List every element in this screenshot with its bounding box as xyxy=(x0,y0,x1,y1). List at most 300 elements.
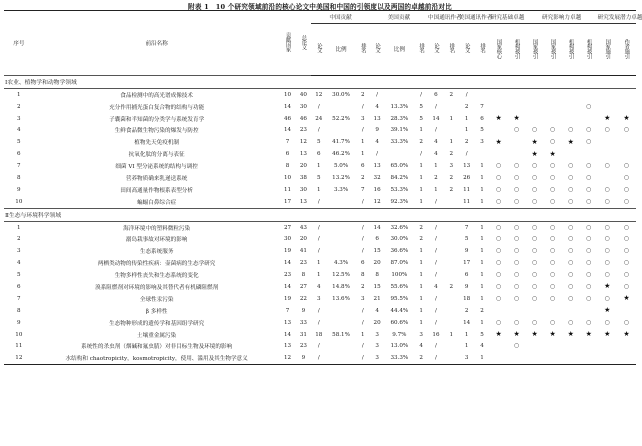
row-usa-rank: 2 xyxy=(419,224,423,231)
row-china-ratio: 46.2% xyxy=(332,151,350,158)
empty-mark xyxy=(532,91,538,97)
row-total-papers: 9 xyxy=(296,352,312,364)
mark-influence-country-cited xyxy=(544,293,562,305)
row-seq: 1 xyxy=(17,91,21,98)
row-china-lead-papers: / xyxy=(435,248,437,255)
row-name: 充分作用捕光蛋白复合物的结构与功能 xyxy=(109,104,205,111)
mark-base-country xyxy=(489,124,507,136)
row-china-papers: 4 xyxy=(317,283,321,290)
row-usa-papers: 32 xyxy=(373,174,381,181)
table-row xyxy=(4,352,636,364)
mark-potential-author xyxy=(617,221,636,233)
row-china-ratio xyxy=(326,340,356,352)
mark-base-country xyxy=(489,257,507,269)
mark-influence-country-cited xyxy=(544,196,562,208)
row-china-papers: / xyxy=(317,343,320,350)
mark-influence-country xyxy=(526,257,544,269)
row-china-lead-papers: / xyxy=(435,272,437,279)
row-usa-papers: 4 xyxy=(375,103,379,110)
mark-influence-inst-1 xyxy=(562,257,580,269)
mark-base-country xyxy=(489,101,507,113)
row-name: 生态系统服务 xyxy=(139,249,174,256)
mark-influence-inst-1 xyxy=(562,305,580,317)
circle-icon: ○ xyxy=(513,294,520,302)
row-china-rank: / xyxy=(361,224,364,231)
row-china-lead-rank xyxy=(444,317,459,329)
table-row xyxy=(4,136,636,148)
empty-mark xyxy=(604,103,610,109)
row-seq: 10 xyxy=(15,331,23,338)
empty-mark xyxy=(495,103,501,109)
mark-influence-inst-1 xyxy=(562,101,580,113)
row-usa-ratio xyxy=(385,88,415,100)
mark-potential-author xyxy=(617,352,636,364)
row-seq: 8 xyxy=(17,174,21,181)
row-name: 系统性的杀虫剂（烟碱和氟虫腈）对非目标生物及环境的影响 xyxy=(81,344,233,351)
circle-icon: ○ xyxy=(604,185,610,193)
row-usa-rank: / xyxy=(420,151,423,158)
row-usa-lead-papers: / xyxy=(465,91,468,98)
header-us-ratio: 比例 xyxy=(385,23,415,75)
row-total-papers: 20 xyxy=(299,236,307,243)
empty-mark xyxy=(623,138,629,144)
empty-mark xyxy=(550,307,556,313)
mark-base-institution xyxy=(508,317,526,329)
mark-influence-country xyxy=(526,233,544,245)
mark-influence-inst-1 xyxy=(562,245,580,257)
circle-icon: ○ xyxy=(495,223,502,231)
row-usa-rank: 1 xyxy=(419,260,423,267)
row-china-papers: 24 xyxy=(315,115,323,122)
row-seq: 7 xyxy=(17,295,21,302)
row-name: 子囊菌和半知菌的分类学与系统发育学 xyxy=(109,116,205,123)
circle-icon: ○ xyxy=(623,162,629,170)
row-china-lead-papers: / xyxy=(435,307,437,314)
row-seq: 11 xyxy=(15,343,23,350)
row-seq: 5 xyxy=(17,139,21,146)
row-usa-lead-rank: 1 xyxy=(480,224,484,231)
row-seq: 2 xyxy=(17,103,21,110)
row-china-lead-rank: 1 xyxy=(449,331,454,338)
empty-mark xyxy=(550,115,556,121)
mark-influence-inst-2 xyxy=(580,184,598,196)
row-china-lead-rank xyxy=(444,124,459,136)
row-china-lead-papers: 6 xyxy=(434,91,438,98)
header-pot-author: 作者施引 xyxy=(617,23,636,75)
row-total-papers: 13 xyxy=(299,198,307,205)
mark-potential-country xyxy=(598,184,617,196)
circle-icon: ○ xyxy=(495,197,502,205)
mark-influence-country-cited xyxy=(544,221,562,233)
empty-mark xyxy=(495,354,501,360)
empty-mark xyxy=(495,126,501,132)
mark-influence-country xyxy=(526,317,544,329)
circle-icon: ○ xyxy=(604,271,610,279)
row-total-papers: 23 xyxy=(299,260,307,267)
mark-potential-country xyxy=(598,257,617,269)
row-usa-ratio: 9.7% xyxy=(392,331,407,338)
comparison-table xyxy=(4,10,642,365)
row-usa-lead-papers: 26 xyxy=(463,174,471,181)
mark-influence-country-cited xyxy=(544,269,562,281)
row-total-papers: 23 xyxy=(299,127,307,134)
row-usa-ratio: 13.3% xyxy=(390,103,409,110)
row-china-lead-rank: 1 xyxy=(449,139,454,146)
mark-influence-country-cited xyxy=(544,88,562,100)
mark-base-institution xyxy=(508,184,526,196)
row-total-countries: 14 xyxy=(283,103,292,110)
circle-icon: ○ xyxy=(549,162,556,170)
mark-base-institution xyxy=(508,113,526,125)
circle-icon: ○ xyxy=(623,318,629,326)
row-usa-lead-rank: 5 xyxy=(480,331,484,338)
row-china-ratio xyxy=(326,352,356,364)
row-china-rank: / xyxy=(361,127,364,134)
mark-base-institution xyxy=(508,101,526,113)
circle-icon: ○ xyxy=(495,282,502,290)
empty-mark xyxy=(604,342,610,348)
mark-potential-author xyxy=(617,257,636,269)
row-china-lead-rank: 2 xyxy=(449,174,454,181)
mark-base-institution xyxy=(508,124,526,136)
circle-icon: ○ xyxy=(567,173,574,181)
row-usa-rank: 1 xyxy=(419,127,423,134)
row-china-lead-papers: 16 xyxy=(432,331,440,338)
empty-mark xyxy=(604,138,610,144)
row-usa-ratio: 95.5% xyxy=(390,295,409,302)
header-us-paper: 论文 xyxy=(370,23,385,75)
row-china-rank: / xyxy=(361,248,364,255)
mark-influence-inst-2 xyxy=(580,136,598,148)
mark-potential-author xyxy=(617,124,636,136)
row-total-countries: 10 xyxy=(283,174,292,181)
empty-mark xyxy=(568,342,574,348)
row-china-ratio: 13.6% xyxy=(332,295,350,302)
star-icon: ★ xyxy=(495,114,502,122)
mark-influence-inst-2 xyxy=(580,172,598,184)
row-total-papers: 40 xyxy=(299,91,307,98)
mark-influence-inst-2 xyxy=(580,148,598,160)
circle-icon: ○ xyxy=(549,173,556,181)
row-china-ratio xyxy=(326,124,356,136)
row-usa-lead-rank: 1 xyxy=(480,295,484,302)
circle-icon: ○ xyxy=(585,173,592,181)
mark-potential-country xyxy=(598,124,617,136)
circle-icon: ○ xyxy=(513,247,520,255)
row-china-rank: / xyxy=(361,236,364,243)
circle-icon: ○ xyxy=(513,235,520,243)
row-china-lead-rank: 1 xyxy=(449,115,454,122)
table-row xyxy=(4,317,636,329)
row-usa-rank: / xyxy=(420,91,423,98)
row-china-lead-papers: / xyxy=(428,352,444,364)
row-usa-papers: 15 xyxy=(373,283,381,290)
mark-potential-country xyxy=(598,293,617,305)
circle-icon: ○ xyxy=(567,162,574,170)
circle-icon: ○ xyxy=(495,294,502,302)
mark-influence-inst-1 xyxy=(562,269,580,281)
row-usa-papers: / xyxy=(376,151,379,158)
header-ul-rank: 排名 xyxy=(475,23,490,75)
mark-influence-country-cited xyxy=(544,101,562,113)
mark-base-institution xyxy=(508,293,526,305)
row-usa-ratio: 84.2% xyxy=(390,174,409,181)
mark-influence-inst-1 xyxy=(562,329,580,341)
row-china-rank: 2 xyxy=(361,174,365,181)
header-inf-us: 国家被引 xyxy=(544,23,562,75)
circle-icon: ○ xyxy=(513,271,520,279)
circle-icon: ○ xyxy=(604,294,610,302)
circle-icon: ○ xyxy=(549,282,556,290)
row-name: 食品检测中的高光谱成像技术 xyxy=(120,92,193,99)
row-china-lead-papers: 1 xyxy=(434,163,438,170)
circle-icon: ○ xyxy=(531,247,538,255)
table-header xyxy=(4,11,642,76)
empty-mark xyxy=(586,354,592,360)
mark-influence-inst-1 xyxy=(562,124,580,136)
mark-influence-inst-2 xyxy=(580,352,598,364)
row-china-lead-rank xyxy=(444,352,459,364)
row-usa-ratio: 36.6% xyxy=(390,248,409,255)
table-row xyxy=(4,257,636,269)
row-usa-ratio: 30.0% xyxy=(390,236,409,243)
circle-icon: ○ xyxy=(549,271,556,279)
row-name: 生态物种形成的遗传学和基因组学研究 xyxy=(109,320,205,327)
mark-potential-author xyxy=(617,136,636,148)
table-row xyxy=(4,305,636,317)
row-china-lead-rank xyxy=(444,221,459,233)
row-name: 两栖类动物的传染性疾病：壶菌病的生态学研究 xyxy=(97,261,216,268)
header-potential-group: 研究发展潜力卓越 xyxy=(598,11,636,24)
row-china-ratio: 58.1% xyxy=(332,331,350,338)
row-china-ratio xyxy=(326,101,356,113)
row-seq: 5 xyxy=(17,272,21,279)
circle-icon: ○ xyxy=(585,185,592,193)
table-row xyxy=(4,148,636,160)
mark-influence-country-cited xyxy=(544,136,562,148)
mark-influence-inst-2 xyxy=(580,196,598,208)
circle-icon: ○ xyxy=(513,173,520,181)
mark-potential-country xyxy=(598,352,617,364)
row-total-papers: 31 xyxy=(299,331,307,338)
row-seq: 6 xyxy=(17,151,21,158)
circle-icon: ○ xyxy=(531,318,538,326)
row-total-papers: 12 xyxy=(299,139,307,146)
empty-mark xyxy=(514,138,520,144)
row-china-lead-rank: 2 xyxy=(449,151,454,158)
circle-icon: ○ xyxy=(585,282,592,290)
empty-mark xyxy=(532,307,538,313)
star-icon: ★ xyxy=(567,330,574,339)
row-china-papers: 1 xyxy=(317,163,321,170)
empty-mark xyxy=(623,307,629,313)
star-icon: ★ xyxy=(513,330,520,339)
circle-icon: ○ xyxy=(585,126,592,134)
row-total-papers: 27 xyxy=(299,283,307,290)
mark-potential-author xyxy=(617,340,636,352)
row-china-papers: 18 xyxy=(315,331,323,338)
circle-icon: ○ xyxy=(567,235,574,243)
mark-base-institution xyxy=(508,329,526,341)
mark-influence-country xyxy=(526,269,544,281)
row-seq: 7 xyxy=(17,163,21,170)
row-china-lead-papers: 4 xyxy=(434,139,438,146)
row-name: β 多样性 xyxy=(145,308,168,315)
star-icon: ★ xyxy=(604,330,611,339)
mark-influence-country-cited xyxy=(544,329,562,341)
row-total-countries: 12 xyxy=(280,352,296,364)
empty-mark xyxy=(623,103,629,109)
mark-base-institution xyxy=(508,88,526,100)
row-usa-lead-papers: 9 xyxy=(464,248,469,255)
row-china-lead-papers: / xyxy=(435,319,437,326)
row-name: 生鲜食品微生物污染的爆发与防控 xyxy=(114,128,199,135)
empty-mark xyxy=(568,307,574,313)
row-china-rank: / xyxy=(361,319,364,326)
row-total-papers: 22 xyxy=(299,295,307,302)
row-seq: 1 xyxy=(17,224,21,231)
mark-base-institution xyxy=(508,340,526,352)
circle-icon: ○ xyxy=(585,294,592,302)
circle-icon: ○ xyxy=(495,173,502,181)
circle-icon: ○ xyxy=(604,162,610,170)
mark-influence-country xyxy=(526,172,544,184)
row-usa-lead-papers: / xyxy=(465,151,468,158)
mark-influence-inst-1 xyxy=(562,293,580,305)
row-name: 溴系阻燃剂对环境的影响及其替代者有机磷阻燃剂 xyxy=(95,284,219,291)
circle-icon: ○ xyxy=(585,271,592,279)
row-seq: 8 xyxy=(17,307,21,314)
mark-influence-inst-1 xyxy=(562,160,580,172)
row-usa-ratio: 13.0% xyxy=(390,343,409,350)
mark-base-institution xyxy=(508,196,526,208)
circle-icon: ○ xyxy=(513,126,520,134)
mark-influence-country xyxy=(526,88,544,100)
row-usa-lead-rank: 1 xyxy=(480,248,484,255)
circle-icon: ○ xyxy=(623,259,629,267)
star-icon: ★ xyxy=(585,330,592,339)
row-total-countries: 7 xyxy=(285,307,290,314)
circle-icon: ○ xyxy=(585,162,592,170)
row-usa-lead-papers: 5 xyxy=(464,236,469,243)
row-total-countries: 14 xyxy=(283,260,292,267)
empty-mark xyxy=(550,354,556,360)
header-seq: 序号 xyxy=(4,11,34,76)
row-seq: 4 xyxy=(17,127,21,134)
circle-icon: ○ xyxy=(567,294,574,302)
header-base-cn: 国家核心 xyxy=(489,23,507,75)
row-china-rank: / xyxy=(356,352,370,364)
mark-influence-inst-2 xyxy=(580,245,598,257)
empty-mark xyxy=(514,354,520,360)
row-usa-papers: 21 xyxy=(373,295,381,302)
row-seq: 4 xyxy=(17,260,21,267)
row-china-papers: 1 xyxy=(317,260,321,267)
row-total-papers: 9 xyxy=(301,307,306,314)
circle-icon: ○ xyxy=(531,235,538,243)
mark-base-country xyxy=(489,148,507,160)
circle-icon: ○ xyxy=(495,235,502,243)
row-china-rank: 2 xyxy=(361,283,365,290)
star-icon: ★ xyxy=(531,330,538,339)
mark-influence-country-cited xyxy=(544,340,562,352)
row-china-rank: 6 xyxy=(361,163,365,170)
circle-icon: ○ xyxy=(604,259,610,267)
row-china-lead-rank: 2 xyxy=(449,91,454,98)
row-seq: 3 xyxy=(17,248,21,255)
circle-icon: ○ xyxy=(531,282,538,290)
row-china-papers: / xyxy=(317,103,320,110)
row-usa-papers: 12 xyxy=(373,198,381,205)
mark-base-country xyxy=(489,269,507,281)
star-icon: ★ xyxy=(531,149,538,158)
mark-base-institution xyxy=(508,245,526,257)
circle-icon: ○ xyxy=(531,271,538,279)
empty-mark xyxy=(532,342,538,348)
mark-base-country xyxy=(489,352,507,364)
empty-mark xyxy=(604,174,610,180)
mark-base-country xyxy=(489,245,507,257)
row-china-lead-papers: / xyxy=(435,127,437,134)
header-pot-cn: 国家施引 xyxy=(598,23,617,75)
row-total-countries: 8 xyxy=(285,163,290,170)
row-china-lead-papers: 2 xyxy=(434,174,438,181)
row-china-papers: 5 xyxy=(317,139,321,146)
circle-icon: ○ xyxy=(495,271,502,279)
mark-potential-country xyxy=(598,113,617,125)
row-usa-ratio: 33.3% xyxy=(390,139,409,146)
circle-icon: ○ xyxy=(495,247,502,255)
mark-influence-country xyxy=(526,148,544,160)
row-name: 植物先天免疫机制 xyxy=(134,140,180,147)
mark-influence-country-cited xyxy=(544,184,562,196)
mark-base-institution xyxy=(508,257,526,269)
row-usa-papers: 3 xyxy=(375,331,379,338)
row-total-countries: 19 xyxy=(283,295,292,302)
circle-icon: ○ xyxy=(585,197,592,205)
row-china-lead-rank xyxy=(444,305,459,317)
mark-influence-country xyxy=(526,329,544,341)
mark-influence-inst-2 xyxy=(580,221,598,233)
circle-icon: ○ xyxy=(549,185,556,193)
mark-influence-country xyxy=(526,281,544,293)
row-seq: 3 xyxy=(17,115,21,122)
row-china-lead-rank xyxy=(444,196,459,208)
row-china-ratio xyxy=(326,317,356,329)
row-total-papers: 33 xyxy=(299,319,307,326)
row-usa-lead-rank: 1 xyxy=(475,352,490,364)
table-row xyxy=(4,101,636,113)
header-base-inst: 机构被引 xyxy=(508,23,526,75)
empty-mark xyxy=(532,354,538,360)
header-inf-cn: 国家被引 xyxy=(526,23,544,75)
header-total-papers: 总论文 xyxy=(296,11,312,76)
empty-mark xyxy=(604,91,610,97)
row-usa-papers: 8 xyxy=(375,272,379,279)
table-row xyxy=(4,221,636,233)
mark-influence-country-cited xyxy=(544,281,562,293)
row-china-lead-rank xyxy=(444,340,459,352)
row-china-ratio: 3.3% xyxy=(333,186,349,193)
row-china-rank: 1 xyxy=(361,151,365,158)
row-usa-ratio: 53.3% xyxy=(390,186,409,193)
circle-icon: ○ xyxy=(567,197,574,205)
mark-base-country xyxy=(489,113,507,125)
mark-potential-author xyxy=(617,172,636,184)
header-china-group: 中国贡献 xyxy=(311,11,369,24)
row-total-countries: 14 xyxy=(283,127,292,134)
mark-base-institution xyxy=(508,136,526,148)
